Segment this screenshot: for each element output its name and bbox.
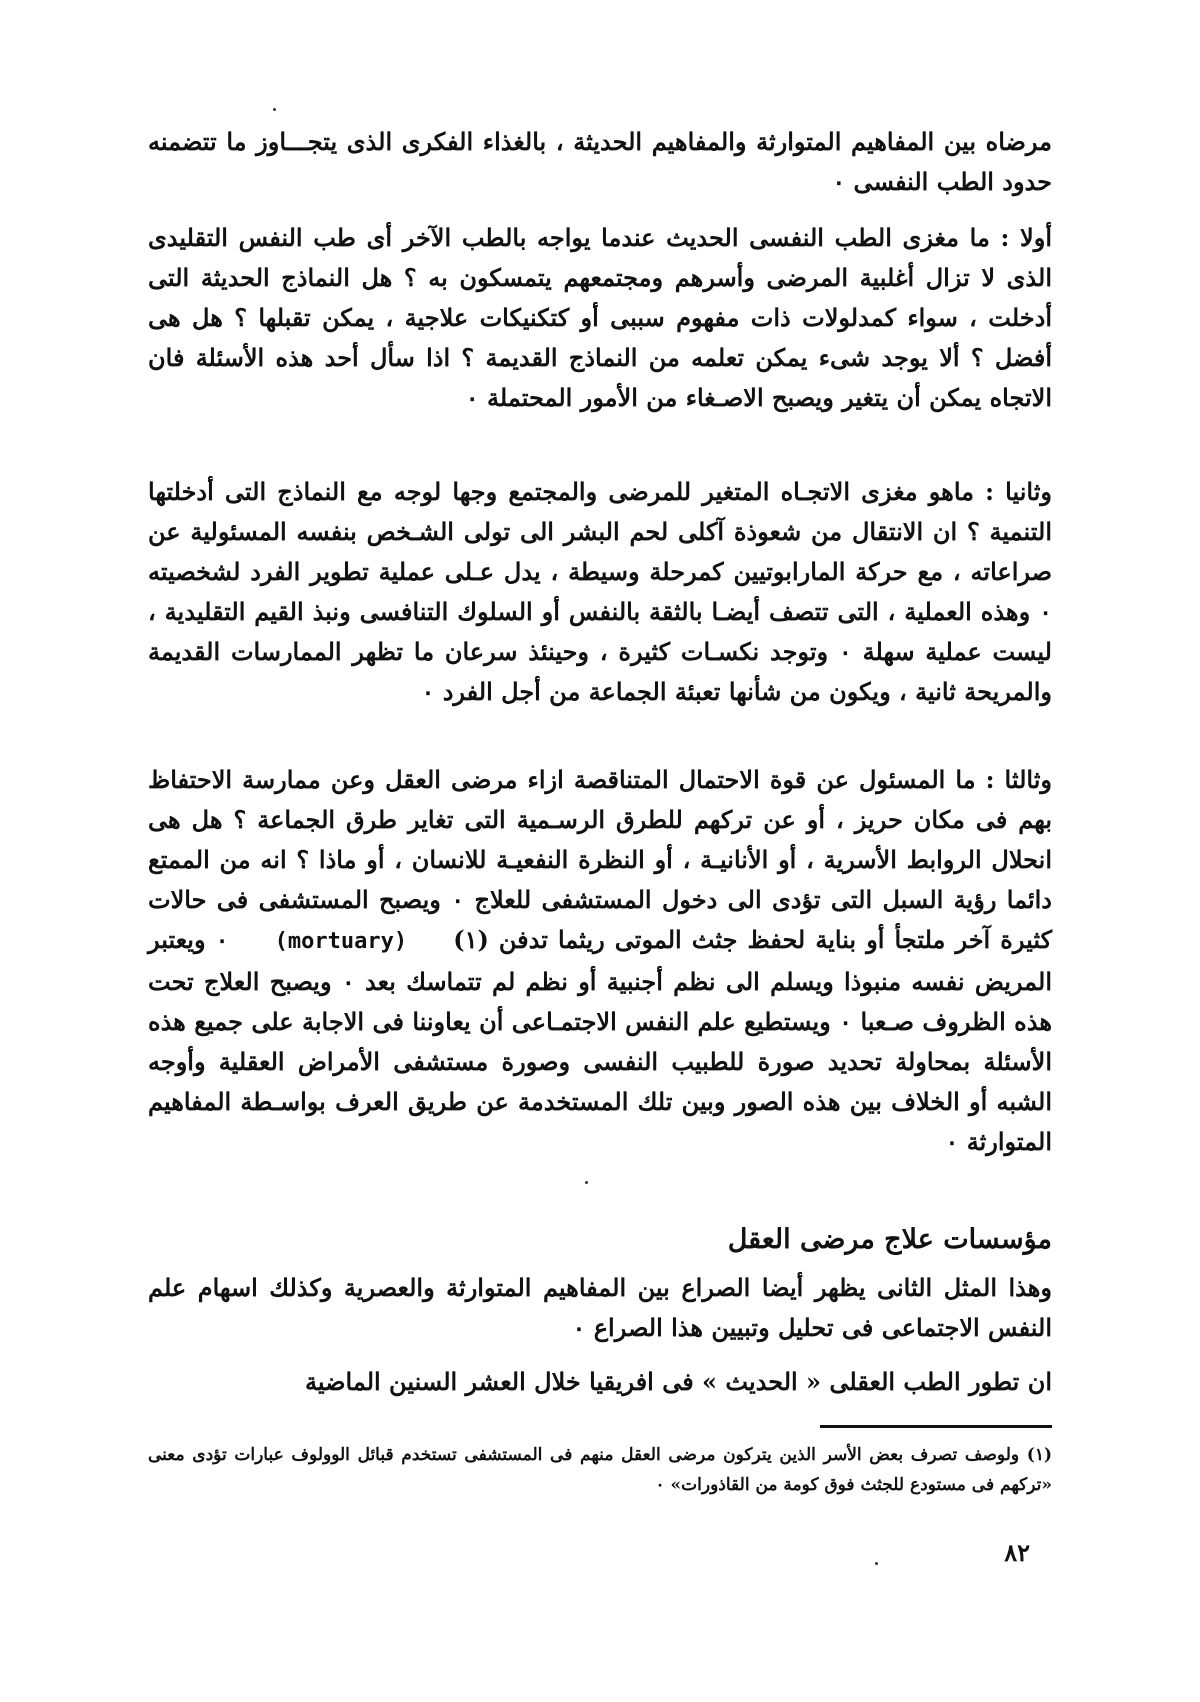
mortuary-term: (mortuary) [274, 929, 408, 954]
question-one-paragraph: أولا : ما مغزى الطب النفسى الحديث عندما يواجه بالطب الآخر أى طب النفس التقليدى الذى لا تزال أغلبية المرضى وأسرهم ومجتمعهم يتمسكون به ؟ هل النماذج الحديثة التى أدخلت ، سواء كمدلولات ذات مفهوم سببى أو كتكنيكات علاجية ، يمكن تقبلها ؟ هل هى أفضل ؟ ألا يوجد شىء يمكن تعلمه من النماذج القديمة ؟ اذا سأل أحد هذه الأسئلة فان الاتجاه يمكن أن يتغير ويصبح الاصـغاء من الأمور المحتملة ٠ [148, 223, 1052, 412]
development-paragraph: ان تطور الطب العقلى « الحديث » فى افريقيا خلال العشر السنين الماضية [305, 1367, 1052, 1396]
institutions-paragraph: وهذا المثل الثانى يظهر أيضا الصراع بين المفاهيم المتوارثة والعصرية وكذلك اسهام علم النفس الاجتماعى فى تحليل وتبيين هذا الصراع ٠ [148, 1273, 1052, 1342]
question-three-paragraph [148, 760, 1052, 1162]
footnote-separator [820, 1425, 1052, 1428]
section-heading: مؤسسات علاج مرضى العقل [727, 1224, 1052, 1255]
scan-speck [273, 108, 276, 111]
intro-paragraph: مرضاه بين المفاهيم المتوارثة والمفاهيم الحديثة ، بالغذاء الفكرى الذى يتجـــاوز ما تتضمنه حدود الطب النفسى ٠ [148, 127, 1052, 196]
scan-speck [875, 1562, 878, 1565]
page-number: ٨٢ [1004, 1538, 1030, 1567]
footnote-text: (١) ولوصف تصرف بعض الأسر الذين يتركون مرضى العقل منهم فى المستشفى تستخدم قبائل الوولوف عبارات تؤدى معنى «تركهم فى مستودع للجثث فوق كومة من القاذورات» ٠ [148, 1445, 1052, 1495]
question-three-text-after: ٠ ويعتبر المريض نفسه منبوذا ويسلم الى نظم أجنبية أو نظم لم تتماسك بعد ٠ ويصبح العلاج تحت هذه الظروف صـعبا ٠ ويستطيع علم النفس الاجتمـاعى أن يعاوننا فى الاجابة على جميع هذه الأسئلة بمحاولة تحديد صورة للطبيب النفسى وصورة مستشفى الأمراض العقلية وأوجه الشبه أو الخلاف بين هذه الصور وبين تلك المستخدمة عن طريق العرف بواسـطة المفاهيم المتوارثة ٠ [148, 925, 1053, 1156]
question-two-paragraph: وثانيا : ماهو مغزى الاتجـاه المتغير للمرضى والمجتمع وجها لوجه مع النماذج التى أدخلتها التنمية ؟ ان الانتقال من شعوذة آكلى لحم البشر الى تولى الشـخص بنفسه المسئولية عن صراعاته ، مع حركة المارابوتيين كمرحلة وسيطة ، يدل عـلى عملية تطوير الفرد لشخصيته ٠ وهذه العملية ، التى تتصف أيضـا بالثقة بالنفس أو السلوك التنافسى ونبذ القيم التقليدية ، ليست عملية سهلة ٠ وتوجد نكسـات كثيرة ، وحينئذ سرعان ما تظهر الممارسات القديمة والمريحة ثانية ، ويكون من شأنها تعبئة الجماعة من أجل الفرد ٠ [148, 477, 1052, 706]
question-three-text-before: وثالثا : ما المسئول عن قوة الاحتمال المتناقصة ازاء مرضى العقل وعن ممارسة الاحتفاظ بهم فى مكان حريز ، أو عن تركهم للطرق الرسـمية التى تغاير طرق الجماعة ؟ هل هى انحلال الروابط الأسرية ، أو الأنانيـة ، أو النظرة النفعيـة للانسان ، أو ماذا ؟ انه من الممتع دائما رؤية السبل التى تؤدى الى دخول المستشفى للعلاج ٠ ويصبح المستشفى فى حالات كثيرة آخر ملتجأ أو بناية لحفظ جثث الموتى ريثما تدفن (١) [148, 765, 1053, 954]
scan-speck [585, 1181, 588, 1184]
